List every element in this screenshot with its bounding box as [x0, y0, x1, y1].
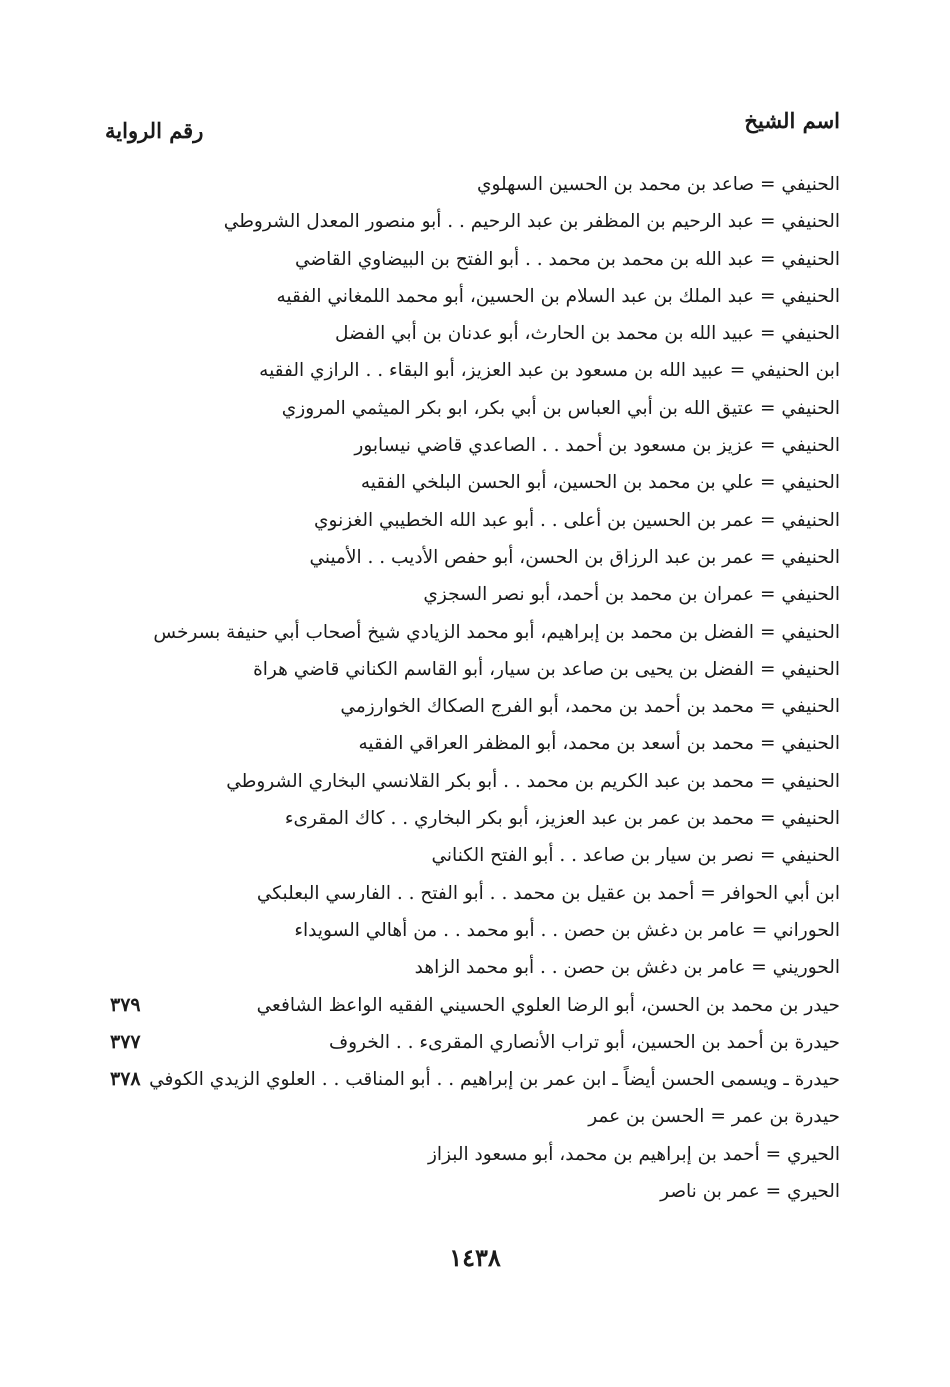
index-entry: [100, 464, 840, 501]
entry-text: حيدرة بن أحمد بن الحسين، أبو تراب الأنصاري المقرىء . . الخروف: [328, 1031, 840, 1053]
index-entry: [100, 576, 840, 613]
index-entry: [100, 875, 840, 912]
index-entry: [100, 912, 840, 949]
entry-text: الحنيفي = صاعد بن محمد بن الحسين السهلوي: [477, 174, 840, 195]
index-entry: [100, 390, 840, 427]
index-entry: [100, 1061, 840, 1098]
index-entry: [100, 725, 840, 762]
index-entry: [100, 203, 840, 240]
entry-text: الحنيفي = محمد بن أسعد بن محمد، أبو المظفر العراقي الفقيه: [358, 733, 840, 755]
entry-text: الحنيفي = الفضل بن يحيى بن صاعد بن سيار، أبو القاسم الكناني قاضي هراة: [253, 658, 840, 680]
index-entry: [100, 278, 840, 315]
index-entry: [100, 837, 840, 874]
index-entry: [100, 502, 840, 539]
index-entry: [100, 352, 840, 389]
entry-text: الحنيفي = عمران بن محمد بن أحمد، أبو نصر السجزي: [423, 584, 840, 606]
index-entry: [100, 651, 840, 688]
index-entry: [100, 800, 840, 837]
entry-text: حيدر بن محمد بن الحسن، أبو الرضا العلوي الحسيني الفقيه الواعظ الشافعي: [256, 994, 840, 1016]
entry-text: الحنيفي = عمر بن عبد الرزاق بن الحسن، أبو حفص الأديب . . الأميني: [309, 546, 840, 568]
narration-number-header: رقم الرواية: [105, 118, 204, 143]
entry-text: الحنيفي = عبد الله بن محمد بن محمد . . أبو الفتح بن البيضاوي القاضي: [294, 248, 840, 270]
narration-number: ٣٧٨: [110, 1068, 141, 1091]
entry-text: الحنيفي = نصر بن سيار بن صاعد . . أبو الفتح الكناني: [431, 845, 840, 867]
entry-text: الحنيفي = محمد بن أحمد بن محمد، أبو الفرج الصكاك الخوارزمي: [340, 696, 840, 718]
entry-text: الحنيفي = عتيق الله بن أبي العباس بن أبي بكر، ابو بكر الميثمي المروزي: [281, 397, 840, 419]
index-entry: [100, 763, 840, 800]
index-entry: [100, 949, 840, 986]
index-entry: [100, 166, 840, 203]
entry-text: حيدرة ـ ويسمى الحسن أيضاً ـ ابن عمر بن إبراهيم . . أبو المناقب . . العلوي الزيدي الكوفي: [149, 1069, 840, 1091]
page-number: ١٤٣٨: [449, 1243, 501, 1272]
index-entry: [100, 688, 840, 725]
entry-text: الحنيفي = عبد الرحيم بن المظفر بن عبد الرحيم . . أبو منصور المعدل الشروطي: [223, 211, 840, 233]
index-entry: [100, 1024, 840, 1061]
entry-text: الحيري = عمر بن ناصر: [660, 1181, 840, 1203]
entry-text: الحنيفي = عزيز بن مسعود بن أحمد . . الصاعدي قاضي نيسابور: [354, 435, 840, 457]
entry-text: الحنيفي = عبيد الله بن محمد بن الحارث، أبو عدنان بن أبي الفضل: [335, 323, 840, 345]
index-entry: [100, 1173, 840, 1210]
index-entry: [100, 539, 840, 576]
index-entry: [100, 987, 840, 1024]
entry-text: الحوريني = عامر بن دغش بن حصن . . أبو محمد الزاهد: [414, 957, 840, 979]
narration-number: ٣٧٩: [110, 993, 141, 1016]
index-entry: [100, 1098, 840, 1135]
index-entry: [100, 315, 840, 352]
entry-text: الحوراني = عامر بن دغش بن حصن . . أبو محمد . . من أهالي السويداء: [294, 919, 840, 941]
entry-text: الحنيفي = الفضل بن محمد بن إبراهيم، أبو محمد الزيادي شيخ أصحاب أبي حنيفة بسرخس: [153, 621, 840, 643]
index-entry: [100, 1136, 840, 1173]
entry-text: الحنيفي = محمد بن عبد الكريم بن محمد . . أبو بكر القلانسي البخاري الشروطي: [226, 770, 840, 792]
index-entry: [100, 614, 840, 651]
entry-text: الحنيفي = علي بن محمد بن الحسين، أبو الحسن البلخي الفقيه: [360, 472, 840, 494]
entry-text: الحنيفي = عمر بن الحسين بن أعلى . . أبو عبد الله الخطيبي الغزنوي: [314, 509, 840, 531]
index-entries: [100, 166, 840, 1210]
entry-text: ابن الحنيفي = عبيد الله بن مسعود بن عبد العزيز، أبو البقاء . . الرازي الفقيه: [259, 360, 840, 382]
entry-text: الحنيفي = عبد الملك بن عبد السلام بن الحسين، أبو محمد اللمغاني الفقيه: [276, 285, 840, 307]
entry-text: الحيري = أحمد بن إبراهيم بن محمد، أبو مسعود البزاز: [428, 1143, 840, 1165]
index-entry: [100, 427, 840, 464]
entry-text: حيدرة بن عمر = الحسن بن عمر: [588, 1106, 840, 1128]
sheikh-name-header: اسم الشيخ: [744, 108, 840, 133]
narration-number: ٣٧٧: [110, 1030, 141, 1053]
entry-text: الحنيفي = محمد بن عمر بن عبد العزيز، أبو بكر البخاري . . كاك المقرىء: [284, 808, 840, 830]
entry-text: ابن أبي الحوافر = أحمد بن عقيل بن محمد . . أبو الفتح . . الفارسي البعلبكي: [256, 882, 840, 904]
column-headers: [105, 108, 840, 148]
index-entry: [100, 241, 840, 278]
